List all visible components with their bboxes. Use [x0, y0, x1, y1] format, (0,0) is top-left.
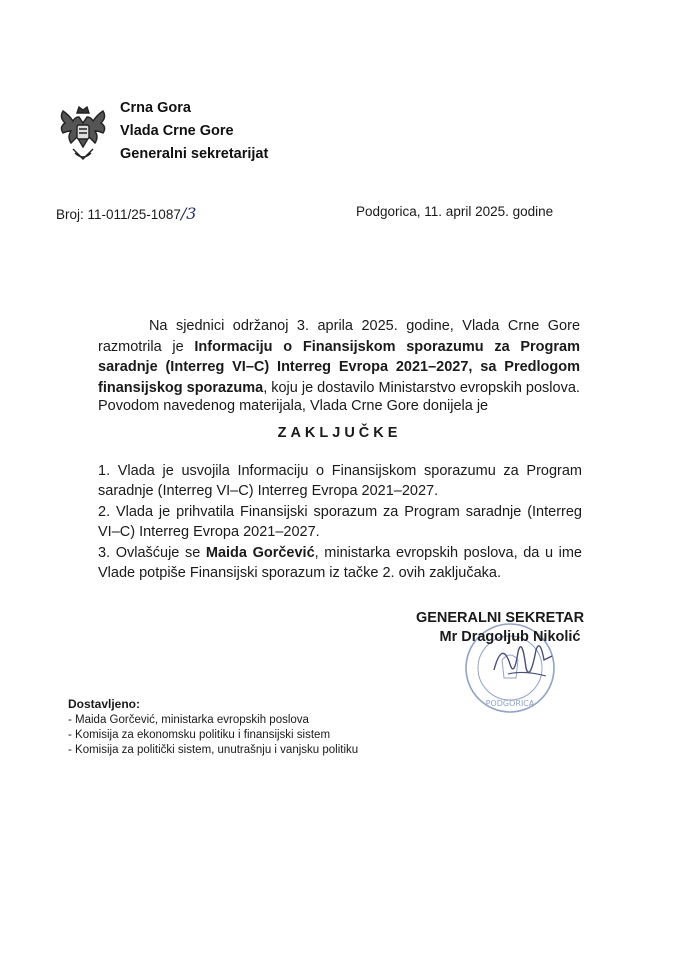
conclusion-item-1: 1. Vlada je usvojila Informaciju o Finansijskom sporazumu za Program saradnje (Interreg VI–C) Interreg Evropa 2021–2027.: [98, 463, 582, 499]
handwritten-suffix: /3: [180, 204, 197, 223]
distribution-list: [68, 697, 358, 758]
header-country: Crna Gora: [120, 100, 191, 116]
signature-role: GENERALNI SEKRETAR: [415, 610, 585, 626]
stamp-text: PODGORICA: [485, 699, 535, 708]
distribution-item: - Maida Gorčević, ministarka evropskih poslova: [68, 714, 309, 726]
distribution-title: Dostavljeno:: [68, 697, 141, 711]
reference-number: Broj: 11-011/25-1087/3: [56, 204, 197, 223]
intro-paragraph: Na sjednici održanoj 3. aprila 2025. godine, Vlada Crne Gore razmotrila je Informaciju o Finansijskom sporazumu za Program saradnje (Interreg VI–C) Interreg Evropa 2021–2027, sa Predlogom finansijskog sporazuma, koju je dostavilo Ministarstvo evropskih poslova.: [98, 318, 581, 396]
intro-decision: Povodom navedenog materijala, Vlada Crne Gore donijela je: [98, 398, 489, 414]
conclusion-item-3: 3. Ovlašćuje se Maida Gorčević, ministarka evropskih poslova, da u ime Vlade potpiše Finansijski sporazum iz tačke 2. ovih zaključaka.: [98, 545, 582, 581]
header-secretariat: Generalni sekretarijat: [120, 146, 269, 162]
conclusion-item-2: 2. Vlada je prihvatila Finansijski sporazum za Program saradnje (Interreg VI–C) Interreg Evropa 2021–2027.: [98, 504, 582, 540]
conclusions-title: ZAKLJUČKE: [277, 425, 402, 441]
signature-name: Mr Dragoljub Nikolić: [439, 629, 581, 645]
distribution-item: - Komisija za ekonomsku politiku i finansijski sistem: [68, 729, 331, 741]
coat-of-arms-icon: [55, 103, 111, 165]
place-date: Podgorica, 11. april 2025. godine: [356, 204, 554, 219]
distribution-item: - Komisija za politički sistem, unutrašnju i vanjsku politiku: [68, 744, 359, 756]
header-government: Vlada Crne Gore: [120, 123, 234, 139]
